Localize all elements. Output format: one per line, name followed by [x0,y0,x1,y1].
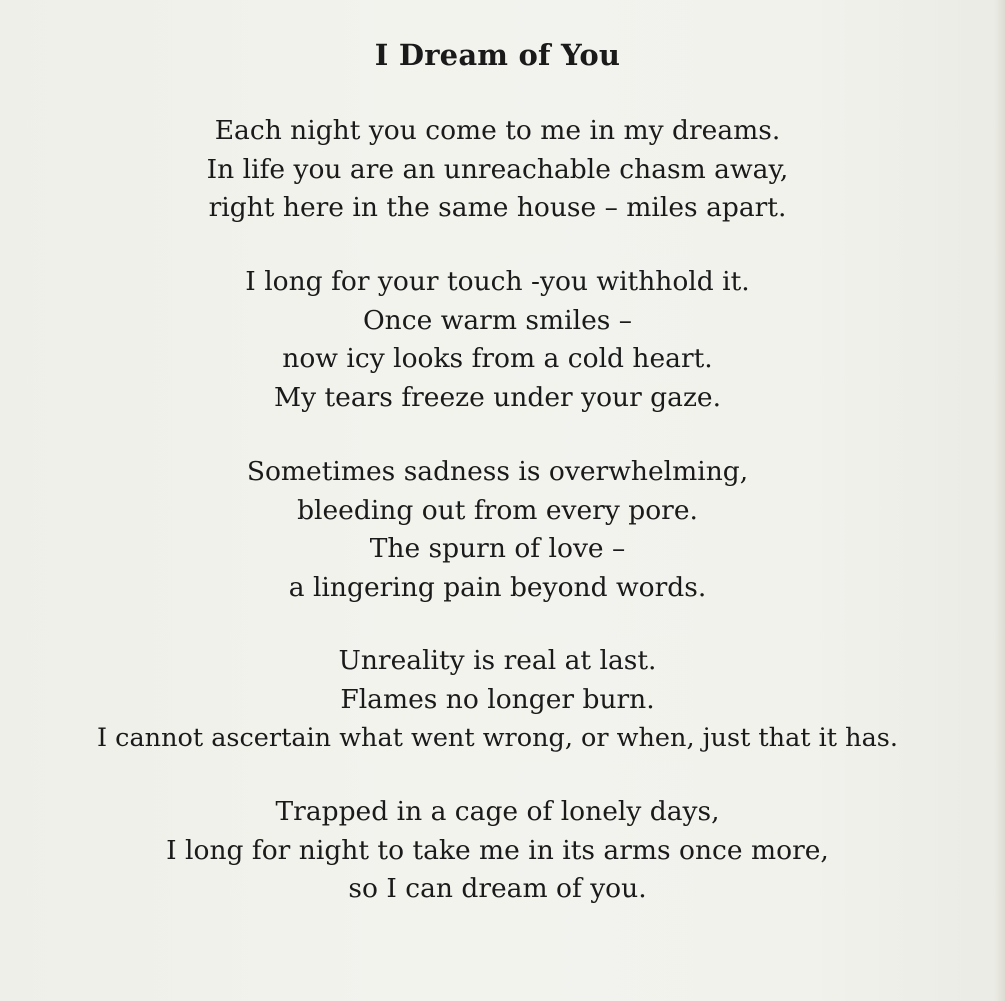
poem-line: Each night you come to me in my dreams. [214,115,781,146]
poem-line: My tears freeze under your gaze. [273,381,722,413]
poem-line: Flames no longer burn. [340,683,655,715]
stanza-5 [0,793,995,909]
poem-line: a lingering pain beyond words. [288,571,707,603]
stanza-3 [0,453,995,607]
stanza-1 [0,112,995,228]
poem-line: I long for your touch -you withhold it. [245,266,750,297]
poem-line: Unreality is real at last. [338,645,657,676]
poem-line: Trapped in a cage of lonely days, [275,796,720,827]
poem-line: The spurn of love – [369,533,626,564]
poem-line: now icy looks from a cold heart. [282,343,713,374]
poem-title: I Dream of You [374,38,621,72]
poem-line: bleeding out from every pore. [297,494,698,526]
poem-line: so I can dream of you. [348,873,647,904]
poem-line: Sometimes sadness is overwhelming, [246,456,749,487]
poem-line: Once warm smiles – [362,304,633,336]
poem-line: I cannot ascertain what went wrong, or when, just that it has. [97,723,898,753]
stanza-4 [0,642,995,758]
stanza-2 [0,263,995,417]
poem-line: right here in the same house – miles apart. [208,192,787,223]
page-edge-shadow [995,0,1005,1001]
poem-line: In life you are an unreachable chasm away, [206,153,789,185]
poem-line: I long for night to take me in its arms once more, [166,834,829,866]
